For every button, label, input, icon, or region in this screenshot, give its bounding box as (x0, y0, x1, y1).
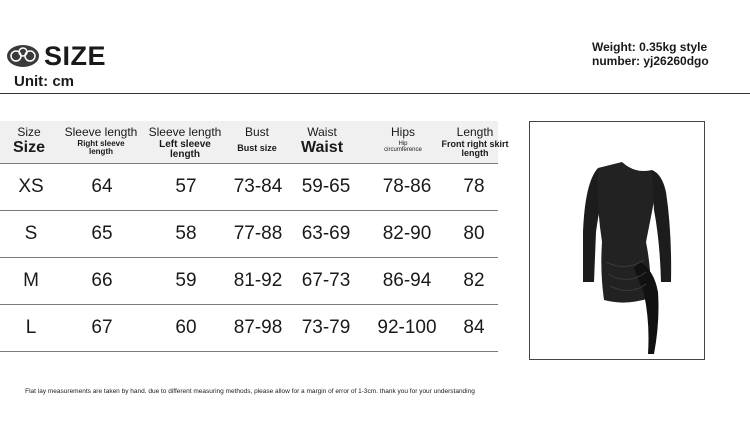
cell-bust: 87-98 (233, 317, 283, 338)
cell-size: XS (18, 176, 44, 197)
cell-hips: 92-100 (377, 317, 437, 338)
table-row (0, 258, 498, 305)
cell-hips: 86-94 (382, 270, 432, 291)
header-right-sleeve: Sleeve length Right sleeve length (64, 125, 138, 156)
header-bust: Bust Bust size (237, 125, 277, 153)
table-row (0, 305, 498, 352)
cell-right-sleeve: 67 (91, 317, 113, 338)
cell-waist: 63-69 (301, 223, 351, 244)
cell-length: 80 (463, 223, 485, 244)
cell-waist: 73-79 (301, 317, 351, 338)
cell-left-sleeve: 60 (175, 317, 197, 338)
cell-hips: 82-90 (382, 223, 432, 244)
cell-length: 78 (463, 176, 485, 197)
cell-right-sleeve: 66 (91, 270, 113, 291)
cell-left-sleeve: 58 (175, 223, 197, 244)
page-title: SIZE (44, 41, 107, 71)
header-length: Length Front right skirt length (441, 125, 509, 158)
product-photo (529, 121, 705, 360)
cell-size: S (24, 223, 38, 244)
cell-length: 84 (463, 317, 485, 338)
table-row (0, 211, 498, 258)
cell-bust: 81-92 (233, 270, 283, 291)
cell-bust: 73-84 (233, 176, 283, 197)
cell-waist: 59-65 (301, 176, 351, 197)
cell-bust: 77-88 (233, 223, 283, 244)
table-row (0, 163, 498, 211)
cell-size: L (25, 317, 37, 338)
size-table (0, 121, 509, 352)
header-divider (0, 93, 750, 94)
footnote: Flat lay measurements are taken by hand. due to different measuring methods, please allow for a margin of error of 1-3cm. thank you for your understanding (25, 388, 475, 395)
brand-logo-icon (6, 44, 40, 68)
cell-right-sleeve: 64 (91, 176, 113, 197)
unit-label: Unit: cm (14, 73, 74, 90)
weight-label: Weight: 0.35kg style (592, 40, 708, 54)
cell-waist: 67-73 (301, 270, 351, 291)
header-left-sleeve: Sleeve length Left sleeve length (148, 125, 222, 160)
cell-left-sleeve: 57 (175, 176, 197, 197)
style-number-label: number: yj26260dgo (592, 54, 709, 68)
cell-right-sleeve: 65 (91, 223, 113, 244)
product-meta (592, 40, 709, 68)
cell-length: 82 (463, 270, 485, 291)
cell-left-sleeve: 59 (175, 270, 197, 291)
cell-hips: 78-86 (382, 176, 432, 197)
cell-size: M (23, 270, 39, 291)
table-header-row (0, 121, 509, 163)
dress-icon (530, 122, 704, 359)
header-size: Size Size (12, 125, 45, 156)
header-waist: Waist Waist (300, 125, 344, 156)
header-hips: Hips Hip circumference (384, 125, 422, 153)
brand-header (6, 42, 106, 70)
